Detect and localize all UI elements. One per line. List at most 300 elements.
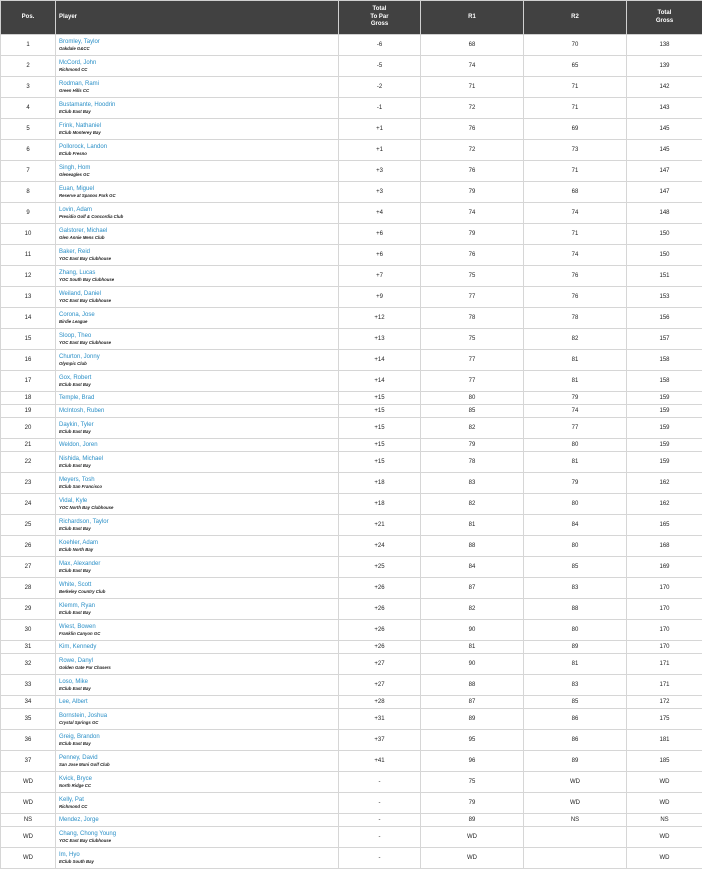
cell-total: 148 — [627, 203, 702, 224]
table-row — [1, 578, 702, 599]
cell-pos: 11 — [1, 245, 56, 266]
cell-pos: WD — [1, 772, 56, 793]
cell-topar: +1 — [339, 140, 421, 161]
cell-total: 159 — [627, 405, 702, 418]
player-club: EClub San Francisco — [59, 484, 338, 490]
cell-topar: +18 — [339, 473, 421, 494]
header-total-line1: Total — [658, 10, 672, 16]
table-row — [1, 675, 702, 696]
cell-topar: +26 — [339, 620, 421, 641]
cell-pos: 6 — [1, 140, 56, 161]
cell-total: WD — [627, 848, 702, 869]
header-player[interactable]: Player — [56, 1, 339, 35]
player-club: Berkeley Country Club — [59, 589, 338, 595]
cell-player — [56, 405, 339, 418]
table-row — [1, 418, 702, 439]
player-name-link[interactable]: Rowe, Danyl — [59, 657, 338, 665]
player-name-link[interactable]: Kelly, Pat — [59, 796, 338, 804]
player-name-link[interactable]: Meyers, Tosh — [59, 476, 338, 484]
cell-player — [56, 848, 339, 869]
table-row — [1, 308, 702, 329]
cell-player — [56, 494, 339, 515]
header-pos[interactable]: Pos. — [1, 1, 56, 35]
cell-total: 147 — [627, 182, 702, 203]
table-row — [1, 140, 702, 161]
table-row — [1, 452, 702, 473]
player-name-link[interactable]: Singh, Hom — [59, 164, 338, 172]
cell-player — [56, 536, 339, 557]
cell-topar: +9 — [339, 287, 421, 308]
cell-topar: -2 — [339, 77, 421, 98]
cell-r1: 80 — [421, 392, 524, 405]
cell-topar: +6 — [339, 224, 421, 245]
player-club: YOC North Bay Clubhouse — [59, 505, 338, 511]
header-r1[interactable]: R1 — [421, 1, 524, 35]
cell-player — [56, 35, 339, 56]
cell-pos: WD — [1, 793, 56, 814]
cell-r2: 77 — [524, 418, 627, 439]
player-name-link[interactable]: Gox, Robert — [59, 374, 338, 382]
cell-r2: 81 — [524, 452, 627, 473]
table-row — [1, 730, 702, 751]
cell-r2 — [524, 827, 627, 848]
player-name-link[interactable]: Temple, Brad — [59, 394, 338, 402]
header-row — [1, 1, 702, 35]
cell-r2: 86 — [524, 730, 627, 751]
cell-total: 138 — [627, 35, 702, 56]
cell-topar: +26 — [339, 641, 421, 654]
player-name-link[interactable]: Kvick, Bryce — [59, 775, 338, 783]
header-topar-line2: To Par — [370, 14, 388, 20]
cell-player — [56, 641, 339, 654]
table-row — [1, 751, 702, 772]
cell-r1: WD — [421, 848, 524, 869]
cell-r1: 78 — [421, 308, 524, 329]
cell-r1: 72 — [421, 98, 524, 119]
table-row — [1, 641, 702, 654]
cell-pos: 18 — [1, 392, 56, 405]
cell-pos: 8 — [1, 182, 56, 203]
player-name-link[interactable]: Rodman, Rami — [59, 80, 338, 88]
player-name-link[interactable]: Weiland, Daniel — [59, 290, 338, 298]
player-name-link[interactable]: Euan, Miguel — [59, 185, 338, 193]
cell-r1: 88 — [421, 536, 524, 557]
player-club: Reserve at Spanos Park GC — [59, 193, 338, 199]
table-row — [1, 224, 702, 245]
cell-total: 170 — [627, 620, 702, 641]
cell-r1: 95 — [421, 730, 524, 751]
header-topar-line3: Gross — [371, 21, 388, 27]
cell-topar: - — [339, 772, 421, 793]
cell-topar: +28 — [339, 696, 421, 709]
player-club: EClub East Bay — [59, 109, 338, 115]
cell-player — [56, 56, 339, 77]
cell-r2: 74 — [524, 203, 627, 224]
cell-topar: +1 — [339, 119, 421, 140]
player-name-link[interactable]: Bornstein, Joshua — [59, 712, 338, 720]
table-row — [1, 245, 702, 266]
cell-total: NS — [627, 814, 702, 827]
player-name-link[interactable]: Lovin, Adam — [59, 206, 338, 214]
cell-topar: -1 — [339, 98, 421, 119]
cell-player — [56, 371, 339, 392]
player-club: Richmond CC — [59, 804, 338, 810]
cell-topar: +37 — [339, 730, 421, 751]
player-club: Olympic Club — [59, 361, 338, 367]
cell-total: 158 — [627, 350, 702, 371]
cell-r2: 70 — [524, 35, 627, 56]
table-row — [1, 56, 702, 77]
player-name-link[interactable]: Wiest, Bowen — [59, 623, 338, 631]
player-club: EClub South Bay — [59, 859, 338, 865]
cell-total: 145 — [627, 119, 702, 140]
player-name-link[interactable]: McIntosh, Ruben — [59, 407, 338, 415]
cell-pos: 35 — [1, 709, 56, 730]
cell-r2: 79 — [524, 392, 627, 405]
cell-r1: 87 — [421, 578, 524, 599]
cell-r1: 71 — [421, 77, 524, 98]
player-club: Oakdale G&CC — [59, 46, 338, 52]
cell-r1: 74 — [421, 56, 524, 77]
cell-pos: 22 — [1, 452, 56, 473]
player-club: YOC East Bay Clubhouse — [59, 256, 338, 262]
cell-player — [56, 675, 339, 696]
cell-pos: WD — [1, 827, 56, 848]
cell-topar: +6 — [339, 245, 421, 266]
cell-total: 159 — [627, 439, 702, 452]
player-name-link[interactable]: Chang, Chong Young — [59, 830, 338, 838]
player-name-link[interactable]: Corona, Jose — [59, 311, 338, 319]
cell-r1: 81 — [421, 515, 524, 536]
table-row — [1, 161, 702, 182]
player-name-link[interactable]: White, Scott — [59, 581, 338, 589]
cell-total: 159 — [627, 392, 702, 405]
cell-player — [56, 620, 339, 641]
player-club: Crystal Springs GC — [59, 720, 338, 726]
cell-topar: +3 — [339, 182, 421, 203]
table-row — [1, 709, 702, 730]
header-topar[interactable] — [339, 1, 421, 35]
cell-topar: -6 — [339, 35, 421, 56]
cell-r1: 79 — [421, 793, 524, 814]
cell-r2: 68 — [524, 182, 627, 203]
cell-total: 162 — [627, 494, 702, 515]
cell-player — [56, 654, 339, 675]
cell-player — [56, 203, 339, 224]
cell-topar: - — [339, 814, 421, 827]
cell-r2: 80 — [524, 439, 627, 452]
cell-r2: 79 — [524, 473, 627, 494]
player-name-link[interactable]: Baker, Reid — [59, 248, 338, 256]
cell-r2: 83 — [524, 578, 627, 599]
cell-total: 150 — [627, 245, 702, 266]
cell-r1: 89 — [421, 814, 524, 827]
player-name-link[interactable]: Nishida, Michael — [59, 455, 338, 463]
cell-total: 142 — [627, 77, 702, 98]
cell-player — [56, 814, 339, 827]
cell-pos: 36 — [1, 730, 56, 751]
cell-total: 169 — [627, 557, 702, 578]
cell-player — [56, 245, 339, 266]
header-r2[interactable]: R2 — [524, 1, 627, 35]
cell-topar: +7 — [339, 266, 421, 287]
cell-player — [56, 578, 339, 599]
cell-player — [56, 77, 339, 98]
cell-r1: 75 — [421, 329, 524, 350]
cell-r1: 79 — [421, 439, 524, 452]
player-name-link[interactable]: Mendez, Jorge — [59, 816, 338, 824]
table-row — [1, 350, 702, 371]
player-name-link[interactable]: Daykin, Tyler — [59, 421, 338, 429]
player-club: EClub East Bay — [59, 463, 338, 469]
cell-pos: 1 — [1, 35, 56, 56]
table-row — [1, 515, 702, 536]
table-row — [1, 536, 702, 557]
player-name-link[interactable]: Greig, Brandon — [59, 733, 338, 741]
cell-topar: - — [339, 793, 421, 814]
player-name-link[interactable]: Klemm, Ryan — [59, 602, 338, 610]
cell-player — [56, 98, 339, 119]
cell-r1: 84 — [421, 557, 524, 578]
cell-topar: +21 — [339, 515, 421, 536]
cell-topar: +13 — [339, 329, 421, 350]
cell-pos: 2 — [1, 56, 56, 77]
player-name-link[interactable]: Richardson, Taylor — [59, 518, 338, 526]
cell-total: WD — [627, 772, 702, 793]
table-row — [1, 599, 702, 620]
cell-r1: 77 — [421, 350, 524, 371]
table-row — [1, 77, 702, 98]
cell-r2: 82 — [524, 329, 627, 350]
cell-pos: 32 — [1, 654, 56, 675]
player-name-link[interactable]: Bustamante, Hoodrin — [59, 101, 338, 109]
cell-total: WD — [627, 827, 702, 848]
player-name-link[interactable]: Penney, David — [59, 754, 338, 762]
leaderboard-body — [1, 35, 702, 869]
player-name-link[interactable]: Weldon, Joren — [59, 441, 338, 449]
cell-r2: 83 — [524, 675, 627, 696]
cell-pos: 12 — [1, 266, 56, 287]
cell-total: 170 — [627, 641, 702, 654]
cell-r1: 82 — [421, 418, 524, 439]
table-row — [1, 696, 702, 709]
cell-r1: 75 — [421, 772, 524, 793]
cell-topar: +4 — [339, 203, 421, 224]
cell-pos: 29 — [1, 599, 56, 620]
cell-topar: +27 — [339, 675, 421, 696]
cell-pos: 20 — [1, 418, 56, 439]
cell-topar: +12 — [339, 308, 421, 329]
cell-total: 159 — [627, 418, 702, 439]
player-club: Birdie League — [59, 319, 338, 325]
cell-r2: 76 — [524, 287, 627, 308]
table-row — [1, 287, 702, 308]
cell-total: 157 — [627, 329, 702, 350]
player-name-link[interactable]: Vidal, Kyle — [59, 497, 338, 505]
cell-r2: 89 — [524, 751, 627, 772]
cell-topar: -5 — [339, 56, 421, 77]
cell-pos: 14 — [1, 308, 56, 329]
table-row — [1, 827, 702, 848]
cell-r2: NS — [524, 814, 627, 827]
player-name-link[interactable]: McCord, John — [59, 59, 338, 67]
table-row — [1, 119, 702, 140]
cell-total: 175 — [627, 709, 702, 730]
cell-total: 156 — [627, 308, 702, 329]
cell-pos: 10 — [1, 224, 56, 245]
player-club: San Jose Muni Golf Club — [59, 762, 338, 768]
player-name-link[interactable]: Pollorock, Landon — [59, 143, 338, 151]
cell-r1: 68 — [421, 35, 524, 56]
cell-r2: 74 — [524, 245, 627, 266]
cell-r2: 80 — [524, 620, 627, 641]
cell-pos: 33 — [1, 675, 56, 696]
table-row — [1, 439, 702, 452]
cell-pos: 27 — [1, 557, 56, 578]
table-row — [1, 654, 702, 675]
cell-r1: 89 — [421, 709, 524, 730]
cell-total: 145 — [627, 140, 702, 161]
cell-r2: 89 — [524, 641, 627, 654]
header-total[interactable] — [627, 1, 702, 35]
player-club: EClub East Bay — [59, 610, 338, 616]
player-club: Richmond CC — [59, 67, 338, 73]
cell-r2: 73 — [524, 140, 627, 161]
cell-r1: 76 — [421, 161, 524, 182]
cell-pos: 21 — [1, 439, 56, 452]
player-name-link[interactable]: Lee, Albert — [59, 698, 338, 706]
cell-total: 171 — [627, 675, 702, 696]
cell-r1: 96 — [421, 751, 524, 772]
cell-topar: +14 — [339, 350, 421, 371]
cell-player — [56, 709, 339, 730]
cell-r1: 77 — [421, 287, 524, 308]
cell-pos: 9 — [1, 203, 56, 224]
cell-topar: +3 — [339, 161, 421, 182]
header-total-line2: Gross — [656, 18, 673, 24]
player-club: EClub East Bay — [59, 741, 338, 747]
cell-r1: 82 — [421, 599, 524, 620]
cell-r2: 71 — [524, 161, 627, 182]
cell-pos: 26 — [1, 536, 56, 557]
player-club: EClub East Bay — [59, 429, 338, 435]
cell-player — [56, 161, 339, 182]
cell-pos: WD — [1, 848, 56, 869]
cell-topar: +26 — [339, 578, 421, 599]
cell-r2: 80 — [524, 494, 627, 515]
cell-total: 153 — [627, 287, 702, 308]
player-club: EClub East Bay — [59, 568, 338, 574]
player-name-link[interactable]: Galstorer, Michael — [59, 227, 338, 235]
cell-pos: 3 — [1, 77, 56, 98]
cell-topar: +26 — [339, 599, 421, 620]
table-row — [1, 35, 702, 56]
cell-r1: 76 — [421, 119, 524, 140]
cell-r2: 81 — [524, 350, 627, 371]
cell-r1: 74 — [421, 203, 524, 224]
table-row — [1, 392, 702, 405]
player-name-link[interactable]: Loso, Mike — [59, 678, 338, 686]
player-club: EClub East Bay — [59, 686, 338, 692]
player-club: EClub Monterey Bay — [59, 130, 338, 136]
cell-topar: +31 — [339, 709, 421, 730]
cell-r1: 82 — [421, 494, 524, 515]
player-club: YOC South Bay Clubhouse — [59, 277, 338, 283]
cell-pos: 28 — [1, 578, 56, 599]
cell-pos: 19 — [1, 405, 56, 418]
cell-topar: +27 — [339, 654, 421, 675]
player-name-link[interactable]: Frink, Nathaniel — [59, 122, 338, 130]
cell-player — [56, 287, 339, 308]
player-name-link[interactable]: Max, Alexander — [59, 560, 338, 568]
cell-r1: 79 — [421, 182, 524, 203]
cell-pos: 25 — [1, 515, 56, 536]
cell-r2: WD — [524, 793, 627, 814]
cell-total: 170 — [627, 578, 702, 599]
cell-player — [56, 182, 339, 203]
cell-r2: 76 — [524, 266, 627, 287]
player-club: Franklin Canyon GC — [59, 631, 338, 637]
cell-r2: 65 — [524, 56, 627, 77]
player-club: EClub Fresno — [59, 151, 338, 157]
cell-r1: 90 — [421, 654, 524, 675]
cell-r2: WD — [524, 772, 627, 793]
player-name-link[interactable]: Zhang, Lucas — [59, 269, 338, 277]
cell-topar: +18 — [339, 494, 421, 515]
player-name-link[interactable]: Koehler, Adam — [59, 539, 338, 547]
table-row — [1, 329, 702, 350]
cell-r1: 85 — [421, 405, 524, 418]
cell-player — [56, 751, 339, 772]
player-club: YOC East Bay Clubhouse — [59, 298, 338, 304]
cell-topar: - — [339, 827, 421, 848]
cell-r2: 78 — [524, 308, 627, 329]
player-name-link[interactable]: Im, Hyo — [59, 851, 338, 859]
cell-pos: 17 — [1, 371, 56, 392]
cell-player — [56, 266, 339, 287]
cell-player — [56, 772, 339, 793]
player-name-link[interactable]: Kim, Kennedy — [59, 643, 338, 651]
cell-player — [56, 224, 339, 245]
cell-player — [56, 308, 339, 329]
player-name-link[interactable]: Bromley, Taylor — [59, 38, 338, 46]
cell-pos: 5 — [1, 119, 56, 140]
cell-player — [56, 452, 339, 473]
cell-r1: 76 — [421, 245, 524, 266]
cell-r1: 83 — [421, 473, 524, 494]
cell-player — [56, 329, 339, 350]
player-club: EClub North Bay — [59, 547, 338, 553]
player-name-link[interactable]: Churton, Jonny — [59, 353, 338, 361]
cell-topar: +14 — [339, 371, 421, 392]
cell-total: 143 — [627, 98, 702, 119]
cell-r2: 80 — [524, 536, 627, 557]
cell-topar: - — [339, 848, 421, 869]
cell-player — [56, 696, 339, 709]
table-row — [1, 494, 702, 515]
cell-r2: 81 — [524, 654, 627, 675]
player-club: Gleneagles GC — [59, 172, 338, 178]
header-topar-line1: Total — [373, 6, 387, 12]
player-name-link[interactable]: Sloop, Theo — [59, 332, 338, 340]
cell-player — [56, 827, 339, 848]
player-club: Presidio Golf & Concordia Club — [59, 214, 338, 220]
cell-total: 171 — [627, 654, 702, 675]
cell-pos: 31 — [1, 641, 56, 654]
cell-pos: 37 — [1, 751, 56, 772]
cell-player — [56, 140, 339, 161]
cell-r1: 77 — [421, 371, 524, 392]
